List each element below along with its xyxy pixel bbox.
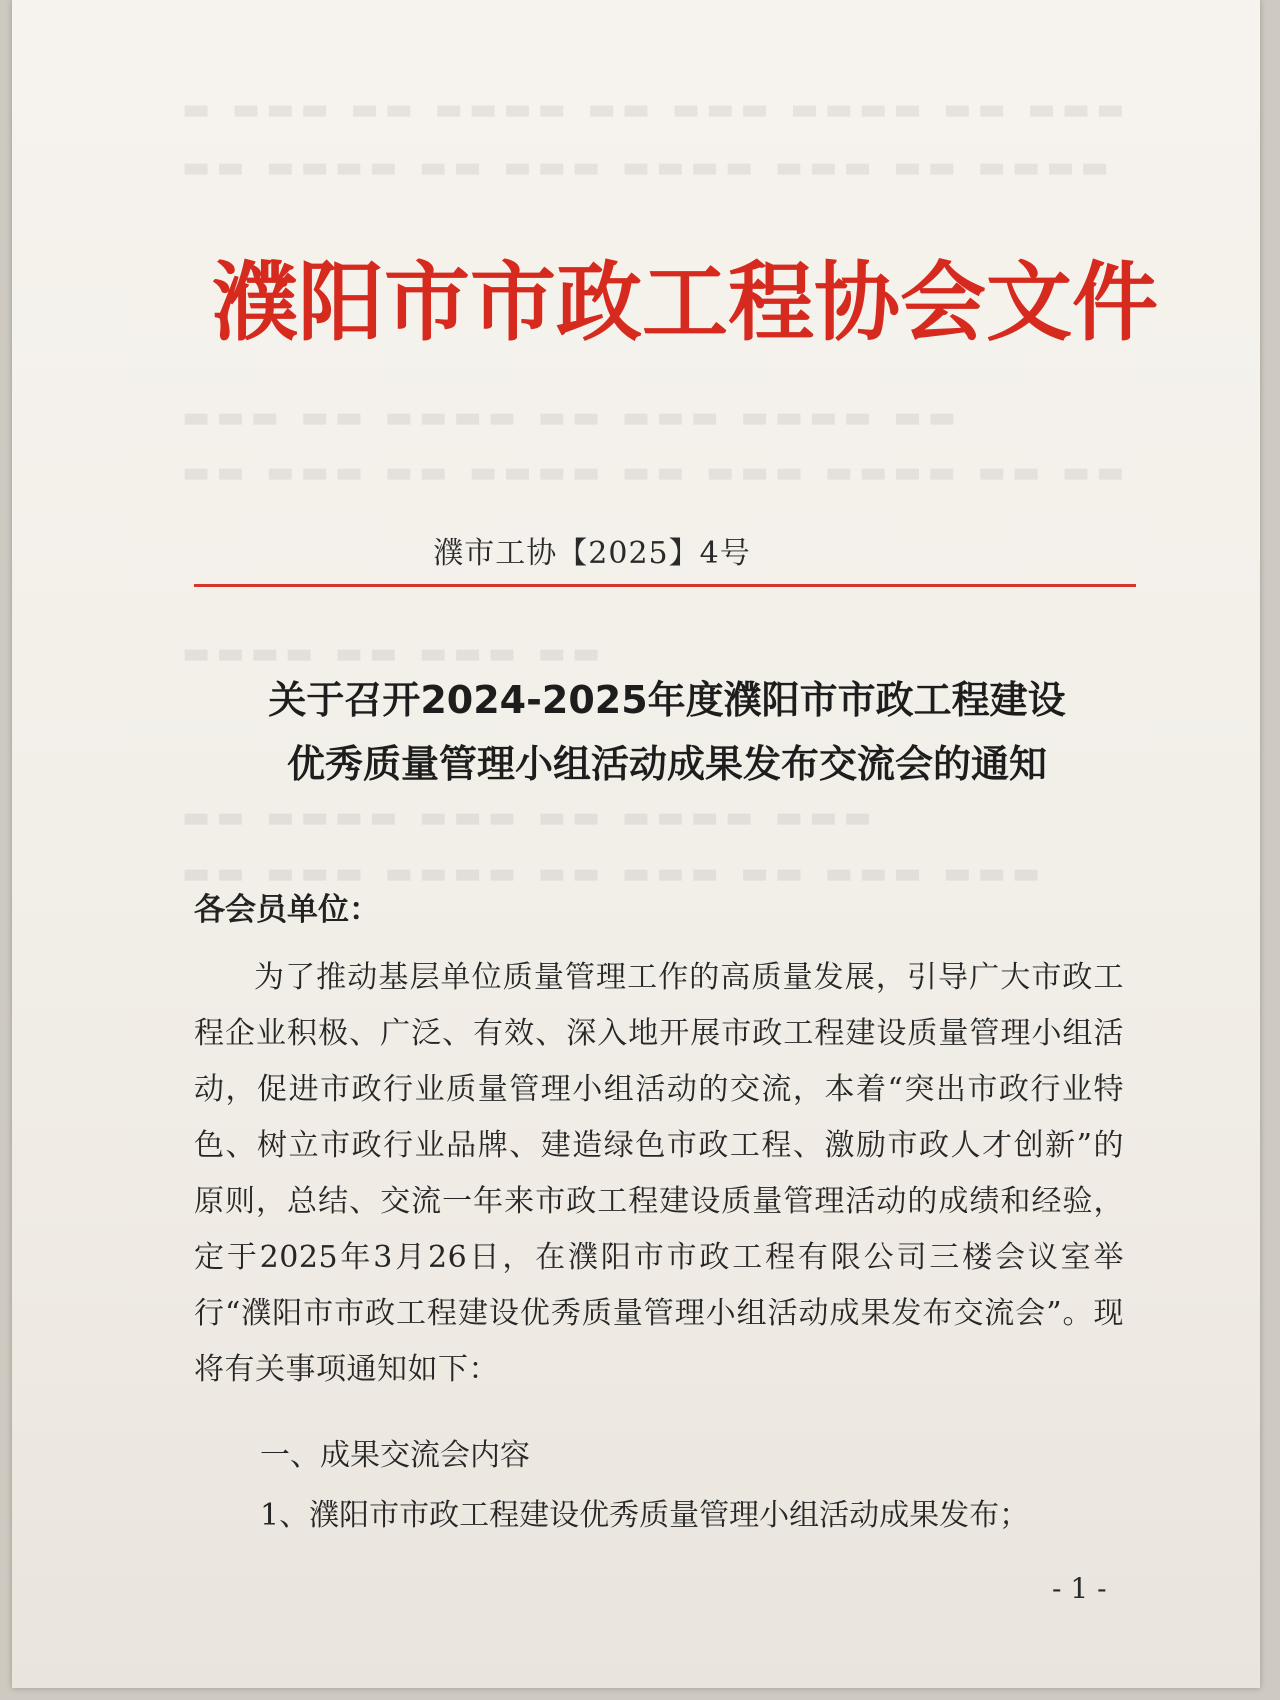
body-paragraph: 为了推动基层单位质量管理工作的高质量发展，引导广大市政工程企业积极、广泛、有效、深入地开展市政工程建设质量管理小组活动，促进市政行业质量管理小组活动的交流，本着“突出市政行业特色、树立市政行业品牌、建造绿色市政工程、激励市政人才创新”的原则，总结、交流一年来市政工程建设质量管理活动的成绩和经验，定于2025年3月26日，在濮阳市市政工程有限公司三楼会议室举行“濮阳市市政工程建设优秀质量管理小组活动成果发布交流会”。现将有关事项通知如下： bbox=[194, 960, 1124, 1387]
masthead-title: 濮阳市市政工程协会文件 bbox=[212, 252, 1158, 353]
bleed-through-texture: ▬▬▬▬ ▬▬ ▬▬▬ ▬▬ bbox=[182, 636, 607, 671]
list-item-1: 1、濮阳市市政工程建设优秀质量管理小组活动成果发布； bbox=[260, 1498, 1030, 1533]
bleed-through-texture: ▬▬ ▬▬▬ ▬▬▬▬ ▬▬ ▬▬▬ ▬▬ ▬▬▬ ▬▬▬ bbox=[182, 856, 1047, 891]
salutation: 各会员单位： bbox=[194, 892, 380, 928]
notice-title-line-1: 关于召开2024-2025年度濮阳市市政工程建设 bbox=[268, 678, 1066, 722]
document-number: 濮市工协【2025】4号 bbox=[433, 536, 751, 571]
bleed-through-texture: ▬▬▬ ▬▬ ▬▬▬▬ ▬▬ ▬▬▬ ▬▬▬▬ ▬▬ bbox=[182, 400, 963, 435]
document-page bbox=[12, 0, 1260, 1688]
bleed-through-texture: ▬ ▬▬▬ ▬▬ ▬▬▬▬ ▬▬ ▬▬▬ ▬▬▬▬ ▬▬ ▬▬▬ bbox=[182, 92, 1131, 127]
notice-title bbox=[187, 668, 1147, 796]
section-heading-1: 一、成果交流会内容 bbox=[260, 1438, 530, 1473]
red-divider-line bbox=[194, 584, 1136, 587]
bleed-through-texture: ▬▬ ▬▬▬▬ ▬▬▬ ▬▬ ▬▬▬▬ ▬▬▬ bbox=[182, 800, 878, 835]
bleed-through-texture: ▬▬ ▬▬▬▬ ▬▬ ▬▬▬ ▬▬▬▬ ▬▬▬ ▬▬ ▬▬▬▬ bbox=[182, 150, 1116, 185]
bleed-through-texture: ▬▬ ▬▬▬ ▬▬ ▬▬▬▬ ▬▬ ▬▬▬ ▬▬▬▬ ▬▬ ▬▬ bbox=[182, 455, 1131, 490]
notice-title-line-2: 优秀质量管理小组活动成果发布交流会的通知 bbox=[286, 742, 1047, 786]
page-number: - 1 - bbox=[1052, 1572, 1107, 1605]
